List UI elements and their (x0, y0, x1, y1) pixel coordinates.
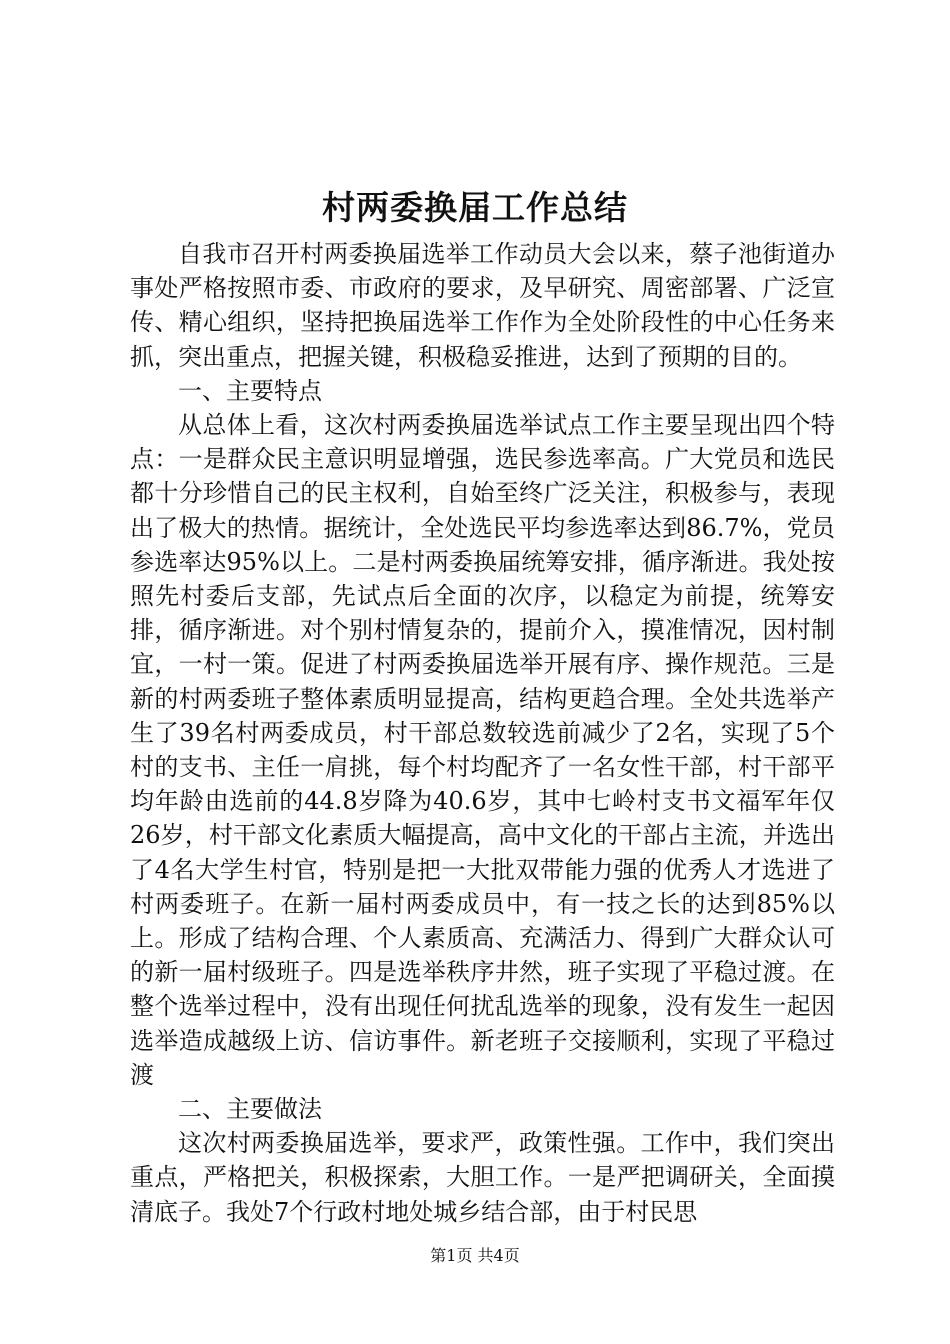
document-body (130, 237, 835, 1229)
page-footer: 第1页 共4页 (430, 1246, 520, 1265)
document-title: 村两委换届工作总结 (322, 188, 628, 227)
intro-paragraph: 自我市召开村两委换届选举工作动员大会以来，蔡子池街道办事处严格按照市委、市政府的要求，及早研究、周密部署、广泛宣传、精心组织，坚持把换届选举工作作为全处阶段性的中心任务来抓，突出重点，把握关键，积极稳妥推进，达到了预期的目的。 (130, 240, 835, 371)
section-heading-methods: 二、主要做法 (178, 1095, 322, 1124)
methods-paragraph: 这次村两委换届选举，要求严，政策性强。工作中，我们突出重点，严格把关，积极探索，大胆工作。一是严把调研关，全面摸清底子。我处7个行政村地处城乡结合部，由于村民思 (130, 1129, 835, 1226)
features-paragraph: 从总体上看，这次村两委换届选举试点工作主要呈现出四个特点：一是群众民主意识明显增强，选民参选率高。广大党员和选民都十分珍惜自己的民主权利，自始至终广泛关注，积极参与，表现出了极大的热情。据统计，全处选民平均参选率达到86.7%，党员参选率达95%以上。二是村两委换届统筹安排，循序渐进。我处按照先村委后支部，先试点后全面的次序，以稳定为前提，统筹安排，循序渐进。对个别村情复杂的，提前介入，摸准情况，因村制宜，一村一策。促进了村两委换届选举开展有序、操作规范。三是新的村两委班子整体素质明显提高，结构更趋合理。全处共选举产生了39名村两委成员，村干部总数较选前减少了2名，实现了5个村的支书、主任一肩挑，每个村均配齐了一名女性干部，村干部平均年龄由选前的44.8岁降为40.6岁，其中七岭村支书文福军年仅26岁，村干部文化素质大幅提高，高中文化的干部占主流，并选出了4名大学生村官，特别是把一大批双带能力强的优秀人才选进了村两委班子。在新一届村两委成员中，有一技之长的达到85%以上。形成了结构合理、个人素质高、充满活力、得到广大群众认可的新一届村级班子。四是选举秩序井然，班子实现了平稳过渡。在整个选举过程中，没有出现任何扰乱选举的现象，没有发生一起因选举造成越级上访、信访事件。新老班子交接顺利，实现了平稳过渡 (130, 411, 835, 1089)
section-heading-features: 一、主要特点 (178, 376, 322, 405)
